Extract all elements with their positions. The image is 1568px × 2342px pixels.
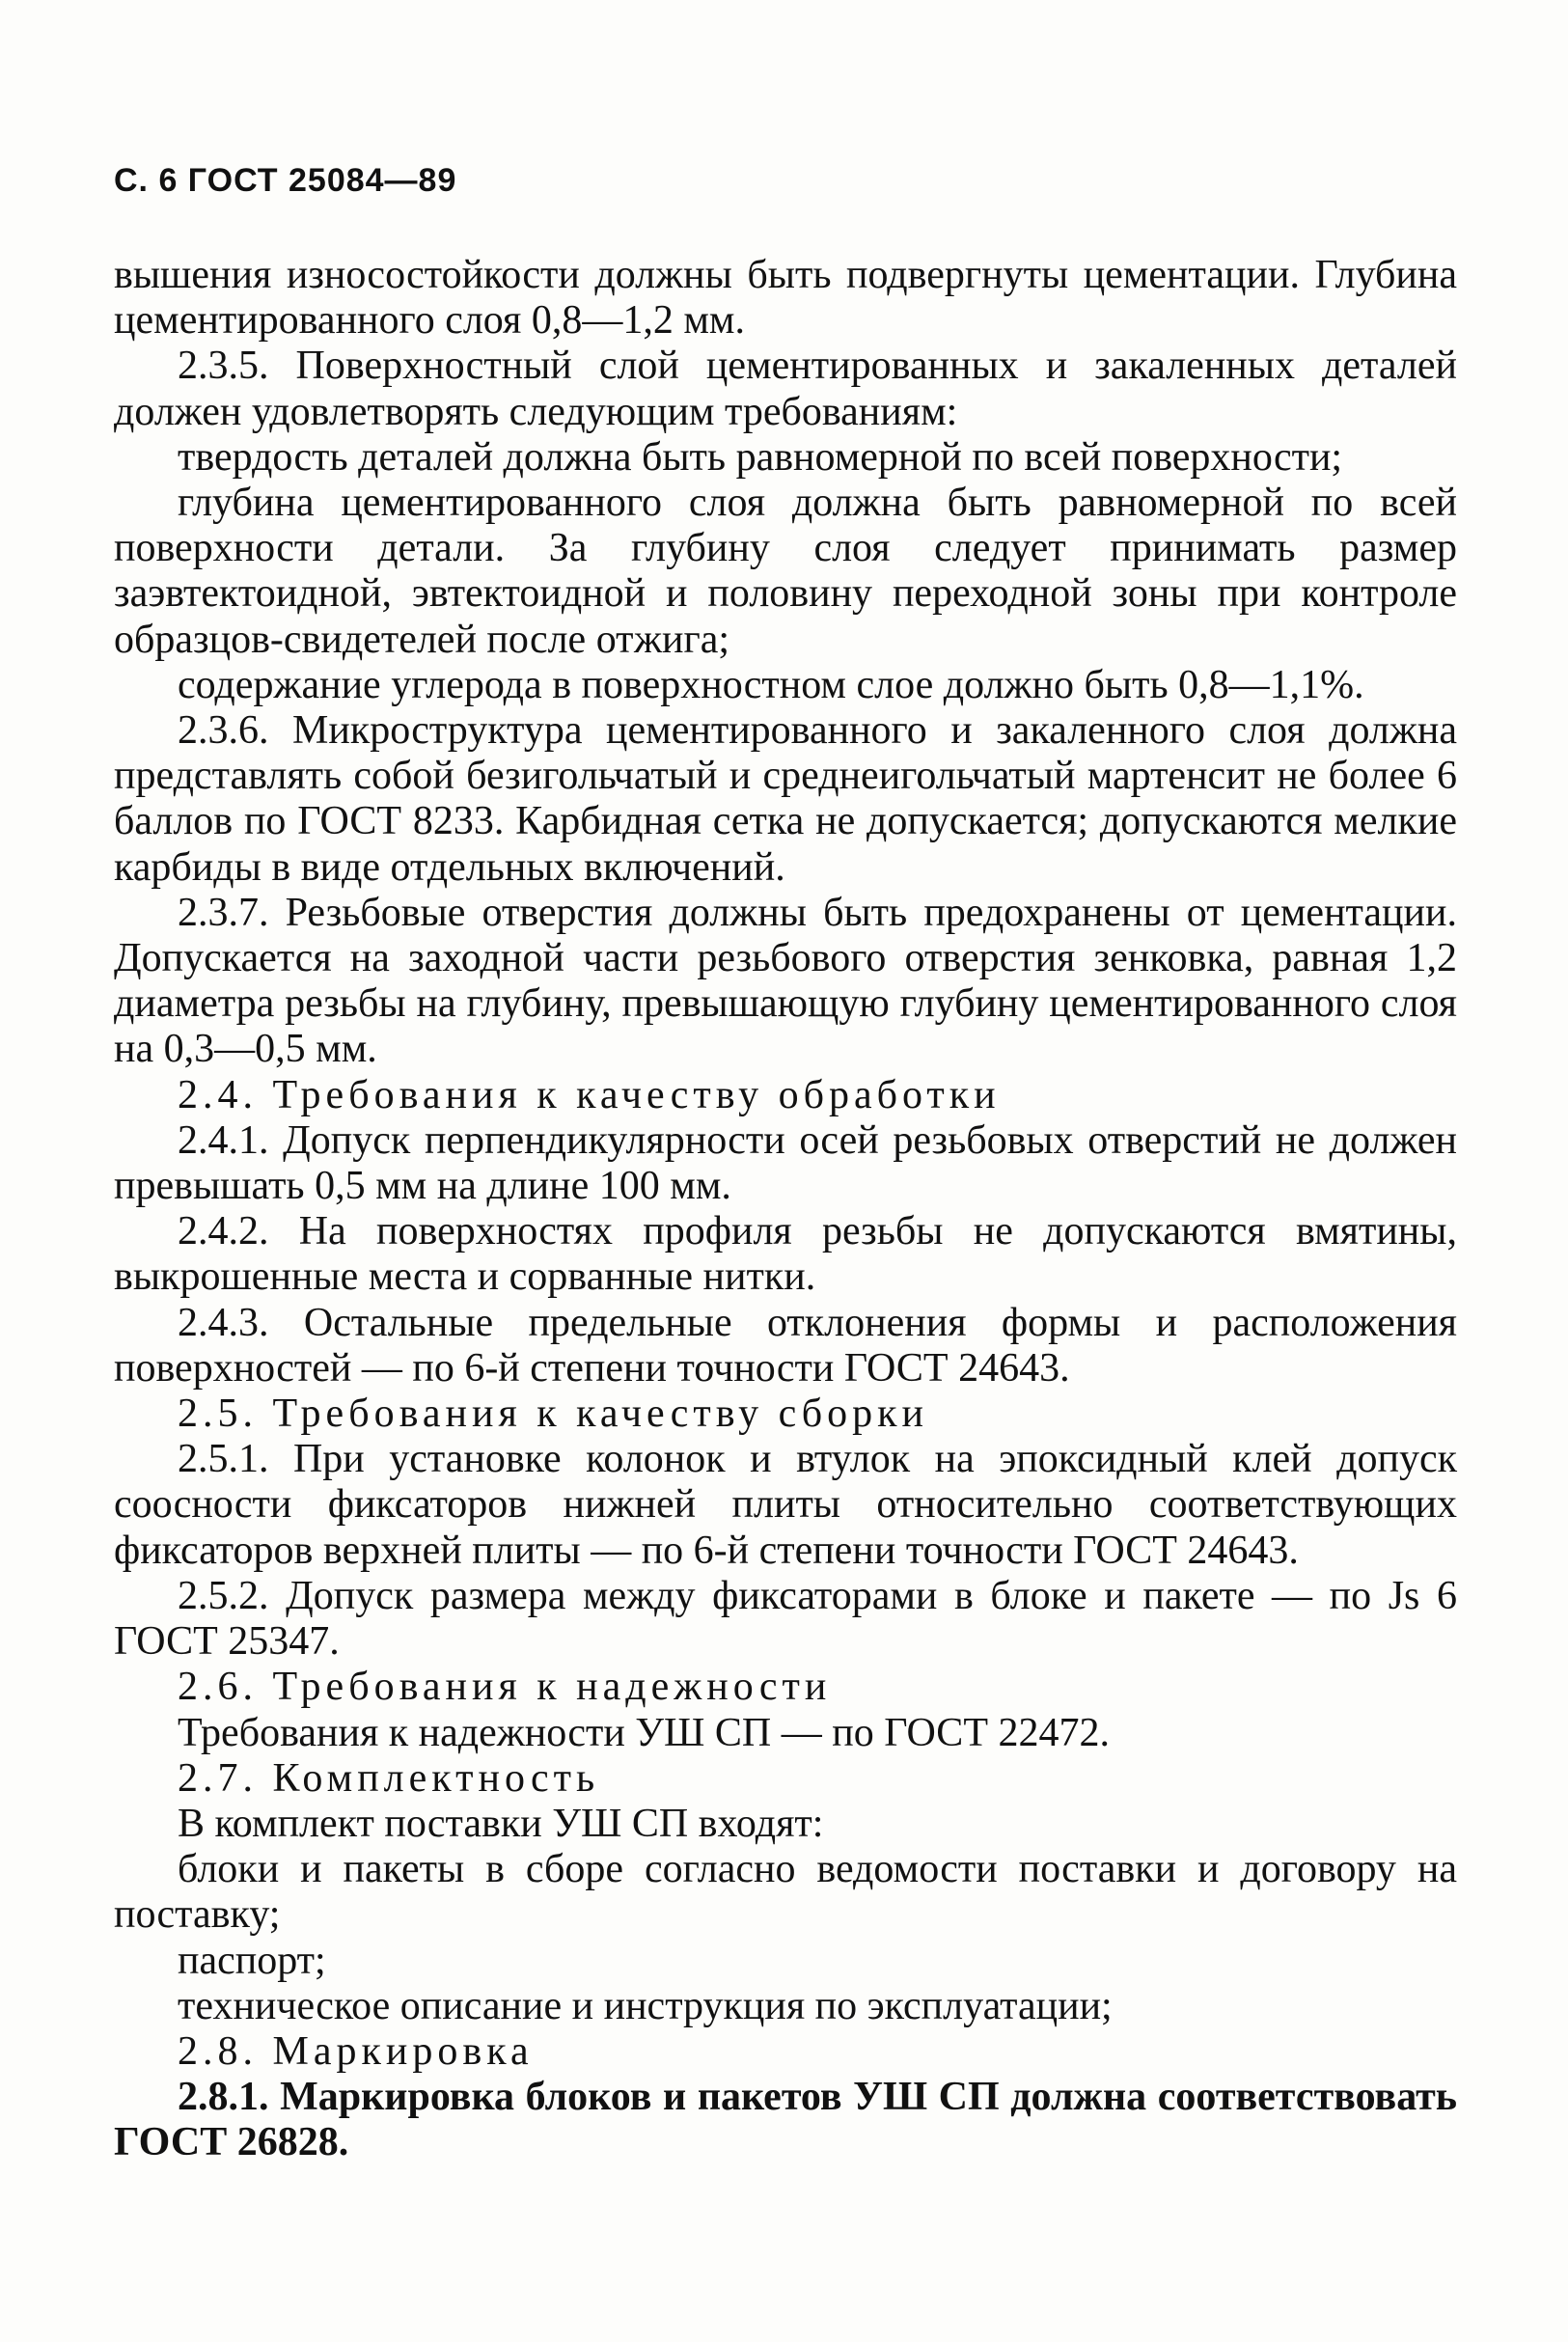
page-header: С. 6 ГОСТ 25084—89 — [114, 162, 457, 199]
paragraph: 2.3.5. Поверхностный слой цементированных и закаленных деталей должен удовлетворять следующим требованиям: — [114, 344, 1457, 434]
paragraph: 2.4.1. Допуск перпендикулярности осей резьбовых отверстий не должен превышать 0,5 мм на длине 100 мм. — [114, 1117, 1457, 1209]
paragraph: 2.4.2. На поверхностях профиля резьбы не допускаются вмятины, выкрошенные места и сорванные нитки. — [114, 1209, 1457, 1300]
paragraph: блоки и пакеты в сборе согласно ведомости поставки и договору на поставку; — [114, 1847, 1457, 1938]
paragraph: 2.8.1. Маркировка блоков и пакетов УШ СП должна соответствовать ГОСТ 26828. — [114, 2075, 1457, 2165]
paragraph: вышения износостойкости должны быть подвергнуты цементации. Глубина цементированного слоя 0,8—1,2 мм. — [114, 253, 1457, 344]
paragraph: Требования к надежности УШ СП — по ГОСТ 22472. — [178, 1710, 1110, 1755]
paragraph: 2.5.1. При установке колонок и втулок на эпоксидный клей допуск соосности фиксаторов нижней плиты относительно соответствующих фиксаторов верхней плиты — по 6-й степени точности ГОСТ 24643. — [114, 1437, 1457, 1573]
paragraph: 2.3.6. Микроструктура цементированного и закаленного слоя должна представлять собой безигольчатый и среднеигольчатый мартенсит не более 6 баллов по ГОСТ 8233. Карбидная сетка не допускается; допускаются мелкие карбиды в виде отдельных включений. — [114, 708, 1457, 890]
document-body — [114, 253, 1457, 2166]
paragraph: 2.3.7. Резьбовые отверстия должны быть предохранены от цементации. Допускается на заходной части резьбового отверстия зенковка, равная 1,2 диаметра резьбы на глубину, превышающую глубину цементированного слоя на 0,3—0,5 мм. — [114, 890, 1457, 1072]
section-heading: 2.5. Требования к качеству сборки — [178, 1391, 928, 1437]
paragraph: паспорт; — [178, 1938, 326, 1983]
paragraph: В комплект поставки УШ СП входят: — [178, 1801, 824, 1846]
section-heading: 2.4. Требования к качеству обработки — [178, 1072, 1001, 1117]
paragraph: техническое описание и инструкция по эксплуатации; — [178, 1983, 1113, 2028]
section-heading: 2.7. Комплектность — [178, 1755, 600, 1801]
paragraph: твердость деталей должна быть равномерной по всей поверхности; — [178, 434, 1343, 480]
section-heading: 2.6. Требования к надежности — [178, 1665, 832, 1710]
section-heading: 2.8. Маркировка — [178, 2028, 534, 2074]
paragraph: 2.5.2. Допуск размера между фиксаторами в блоке и пакете — по Js 6 ГОСТ 25347. — [114, 1573, 1457, 1665]
paragraph: глубина цементированного слоя должна быть равномерной по всей поверхности детали. За глубину слоя следует принимать размер заэвтектоидной, эвтектоидной и половину переходной зоны при контроле образцов-свидетелей после отжига; — [114, 481, 1457, 662]
paragraph: содержание углерода в поверхностном слое должно быть 0,8—1,1%. — [178, 662, 1364, 707]
paragraph: 2.4.3. Остальные предельные отклонения формы и расположения поверхностей — по 6-й степени точности ГОСТ 24643. — [114, 1300, 1457, 1391]
